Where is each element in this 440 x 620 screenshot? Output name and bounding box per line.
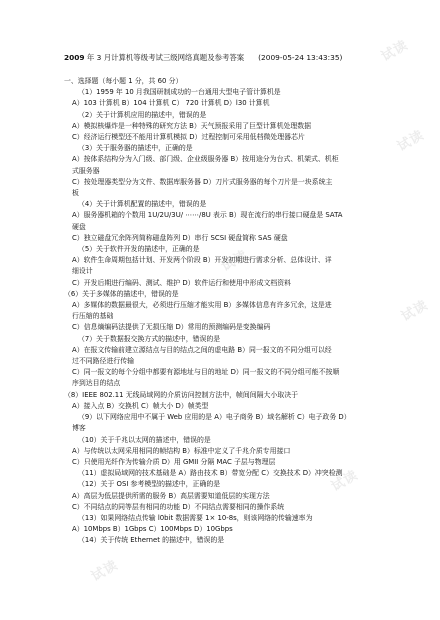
text-line: 博客: [72, 424, 86, 433]
text-line: 板: [72, 189, 79, 198]
text-line: A）按体系结构分为入门级、部门级、企业级服务器 B）按用途分为台式、机架式、机柜: [72, 155, 339, 164]
document-body: [64, 76, 386, 547]
text-line: 式服务器: [72, 166, 100, 175]
text-line: （1）1959 年 10 月我国研制成功的一台通用大型电子管计算机是: [78, 88, 281, 97]
watermark: 试读: [399, 297, 431, 325]
text-line: 行压缩的基础: [72, 312, 114, 321]
text-line: （13）如果网络结点传输 l0bit 数据需要 1× 10-8s，则该网络的传输速率为: [78, 513, 313, 522]
text-line: （3）关于服务器的描述中，正确的是: [78, 144, 193, 153]
title-date: (2009-05-24 13:43:35): [258, 53, 343, 62]
watermark: 试读: [329, 467, 361, 495]
text-line: 过不同路径进行传输: [72, 357, 135, 366]
text-line: 硬盘: [72, 222, 86, 231]
text-line: （6）关于多媒体的描述中，错误的是: [64, 289, 179, 298]
title-year: 2009: [64, 53, 85, 62]
text-line: A）103 计算机 B）104 计算机 C） 720 计算机 D）l30 计算机: [72, 99, 270, 108]
text-line: （12）关于 OSI 参考模型的描述中，正确的是: [78, 480, 221, 489]
text-line: C）经济运行模型还不能用计算机模拟 D）过程控制可采用低档微处理器芯片: [72, 133, 305, 142]
text-line: （10）关于千兆以太网的描述中，错误的是: [78, 435, 211, 444]
text-line: 一、选择题（每小题 1 分，共 60 分）: [64, 77, 183, 85]
text-line: C）只使用光纤作为传输介质 D）用 GMII 分隔 MAC 子层与物理层: [72, 457, 276, 466]
text-line: A）接入点 B）交换机 C）帧大小 D）帧类型: [72, 401, 209, 410]
text-line: A）高层为低层提供所需的服务 B）高层需要知道低层的实现方法: [72, 491, 270, 500]
watermark: 试读: [379, 37, 411, 65]
text-line: 细设计: [72, 267, 93, 276]
text-line: （8）IEEE 802.11 无线局域网的介质访问控制方法中，帧间间隔大小取决于: [64, 390, 299, 399]
text-line: C）同一报文的每个分组中都要有源地址与目的地址 D）同一报文的不同分组可能不按顺: [72, 368, 340, 377]
text-line: C）不同结点的同等层有相同的功能 D）不同结点需要相同的操作系统: [72, 502, 285, 511]
document-title: [64, 52, 342, 63]
text-line: A）服务器机箱的个数用 1U/2U/3U/ ⋯⋯/8U 表示 B）现在流行的串行接口硬盘是 SATA: [72, 211, 343, 220]
text-line: A）模拟核爆炸是一种特殊的研究方法 B）天气预报采用了巨型计算机处理数据: [72, 121, 312, 130]
text-line: A）多媒体的数据最很大，必须进行压缩才能实用 B）多媒体信息有许多冗余，这是进: [72, 301, 332, 310]
text-line: （14）关于传统 Ethernet 的描述中，错误的是: [78, 536, 225, 545]
text-line: （11）虚拟局域网的技术基础是 A）路由技术 B）带宽分配 C）交换技术 D）冲突检测: [78, 469, 343, 478]
text-line: C）独立磁盘冗余阵列简称磁盘阵列 D）串行 SCSI 硬盘简称 SAS 硬盘: [72, 233, 288, 242]
watermark: 试读: [89, 557, 121, 585]
text-line: 序到达目的结点: [72, 379, 121, 388]
text-line: A）在报文传输前建立源结点与目的结点之间的虚电路 B）同一报文的不同分组可以经: [72, 345, 332, 354]
text-line: （4）关于计算机配置的描述中，错误的是: [78, 200, 207, 209]
text-line: A）软件生命周期包括计划、开发两个阶段 B）开发初期进行需求分析、总体设计、详: [72, 256, 332, 265]
text-line: （7）关于数据报交换方式的描述中，错误的是: [78, 334, 221, 343]
watermark: 试读: [219, 247, 251, 275]
text-line: C）按处理器类型分为文件、数据库服务器 D）刀片式服务器的每个刀片是一块系统主: [72, 177, 333, 186]
text-line: （5）关于软件开发的描述中，正确的是: [78, 245, 200, 254]
title-text: 年 3 月计算机等级考试三级网络真题及参考答案: [84, 53, 245, 62]
text-line: C）开发后期进行编码、测试、维护 D）软件运行和使用中形成文档资料: [72, 278, 292, 287]
text-line: （2）关于计算机应用的描述中，错误的是: [78, 110, 207, 119]
watermark: 试读: [395, 127, 427, 155]
text-line: A）10Mbps B）1Gbps C）100Mbps D）10Gbps: [72, 525, 233, 534]
text-line: C）信息熵编码法提供了无损压缩 D）常用的预测编码是变换编码: [72, 323, 271, 332]
text-line: A）与传统以太网采用相同的帧结构 B）标准中定义了千兆介质专用接口: [72, 446, 291, 455]
text-line: （9）以下网络应用中不属于 Web 应用的是 A）电子商务 B）域名解析 C）电子政务 D）: [78, 413, 351, 422]
